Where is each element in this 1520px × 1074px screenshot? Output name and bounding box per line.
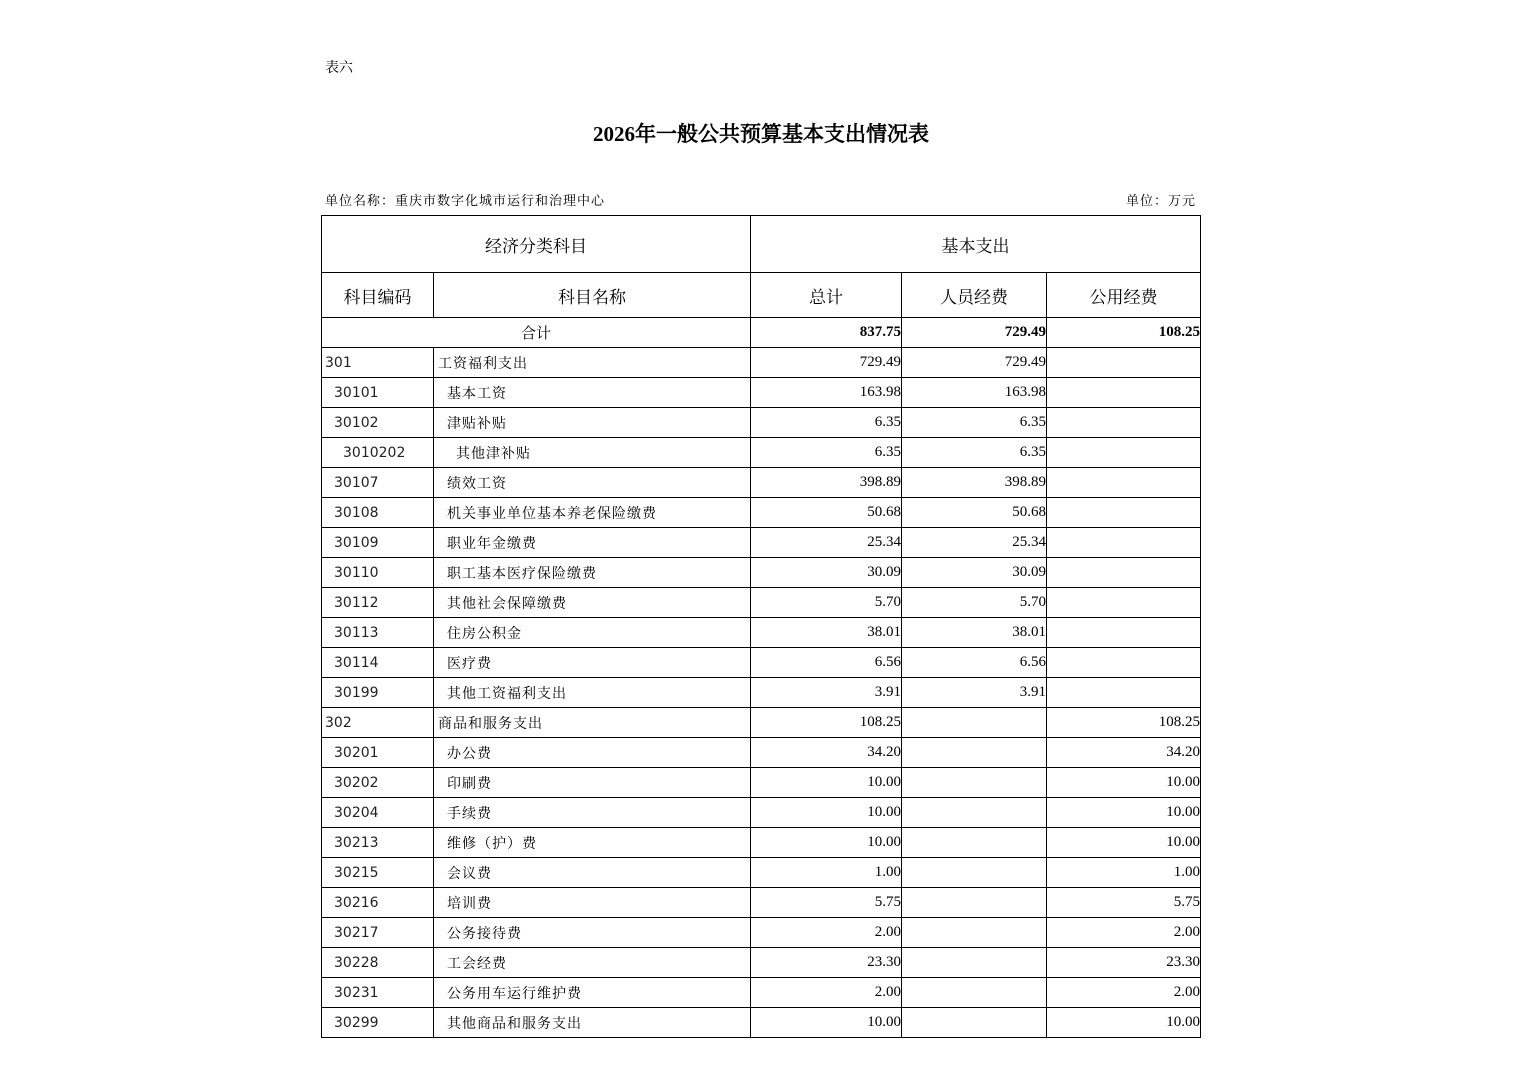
row-name: 工资福利支出 xyxy=(434,348,751,378)
row-total: 398.89 xyxy=(751,468,902,498)
row-total: 163.98 xyxy=(751,378,902,408)
row-personnel: 6.35 xyxy=(902,438,1047,468)
row-total: 3.91 xyxy=(751,678,902,708)
header-economic-classification: 经济分类科目 xyxy=(322,216,751,273)
row-personnel: 50.68 xyxy=(902,498,1047,528)
row-total: 6.35 xyxy=(751,408,902,438)
row-name: 工会经费 xyxy=(434,948,751,978)
row-code: 30101 xyxy=(322,378,434,408)
row-name: 商品和服务支出 xyxy=(434,708,751,738)
row-total: 10.00 xyxy=(751,828,902,858)
row-name: 基本工资 xyxy=(434,378,751,408)
row-public xyxy=(1047,528,1201,558)
header-row-columns xyxy=(322,273,1201,318)
row-personnel: 25.34 xyxy=(902,528,1047,558)
row-name: 机关事业单位基本养老保险缴费 xyxy=(434,498,751,528)
row-public: 10.00 xyxy=(1047,768,1201,798)
row-public: 23.30 xyxy=(1047,948,1201,978)
row-personnel xyxy=(902,918,1047,948)
table-row xyxy=(322,618,1201,648)
row-name: 维修（护）费 xyxy=(434,828,751,858)
table-row xyxy=(322,498,1201,528)
row-code: 30108 xyxy=(322,498,434,528)
row-public xyxy=(1047,378,1201,408)
row-personnel: 163.98 xyxy=(902,378,1047,408)
row-total: 10.00 xyxy=(751,1008,902,1038)
table-row xyxy=(322,888,1201,918)
row-personnel xyxy=(902,888,1047,918)
row-personnel xyxy=(902,798,1047,828)
table-row xyxy=(322,678,1201,708)
row-code: 30102 xyxy=(322,408,434,438)
header-public: 公用经费 xyxy=(1047,273,1201,318)
row-code: 302 xyxy=(322,708,434,738)
row-personnel: 6.56 xyxy=(902,648,1047,678)
row-code: 30201 xyxy=(322,738,434,768)
table-row xyxy=(322,408,1201,438)
row-personnel xyxy=(902,1008,1047,1038)
row-name: 职工基本医疗保险缴费 xyxy=(434,558,751,588)
row-total: 729.49 xyxy=(751,348,902,378)
summary-row xyxy=(322,318,1201,348)
row-total: 10.00 xyxy=(751,768,902,798)
row-public xyxy=(1047,678,1201,708)
table-row xyxy=(322,1008,1201,1038)
row-code: 30204 xyxy=(322,798,434,828)
summary-public: 108.25 xyxy=(1047,318,1201,348)
header-row-group xyxy=(322,216,1201,273)
row-name: 津贴补贴 xyxy=(434,408,751,438)
header-name: 科目名称 xyxy=(434,273,751,318)
row-code: 30110 xyxy=(322,558,434,588)
row-total: 23.30 xyxy=(751,948,902,978)
table-row xyxy=(322,648,1201,678)
row-personnel xyxy=(902,828,1047,858)
table-row xyxy=(322,528,1201,558)
table-row xyxy=(322,948,1201,978)
row-name: 培训费 xyxy=(434,888,751,918)
row-public: 34.20 xyxy=(1047,738,1201,768)
row-code: 30107 xyxy=(322,468,434,498)
row-name: 其他社会保障缴费 xyxy=(434,588,751,618)
row-code: 30228 xyxy=(322,948,434,978)
row-total: 1.00 xyxy=(751,858,902,888)
summary-total: 837.75 xyxy=(751,318,902,348)
table-label: 表六 xyxy=(325,60,353,76)
row-code: 301 xyxy=(322,348,434,378)
row-personnel xyxy=(902,768,1047,798)
row-personnel: 6.35 xyxy=(902,408,1047,438)
row-public xyxy=(1047,618,1201,648)
row-name: 办公费 xyxy=(434,738,751,768)
row-name: 会议费 xyxy=(434,858,751,888)
header-total: 总计 xyxy=(751,273,902,318)
row-total: 25.34 xyxy=(751,528,902,558)
row-public xyxy=(1047,468,1201,498)
row-name: 手续费 xyxy=(434,798,751,828)
row-public xyxy=(1047,498,1201,528)
row-personnel xyxy=(902,948,1047,978)
row-public xyxy=(1047,408,1201,438)
row-public xyxy=(1047,648,1201,678)
row-public: 10.00 xyxy=(1047,828,1201,858)
row-name: 医疗费 xyxy=(434,648,751,678)
row-personnel: 398.89 xyxy=(902,468,1047,498)
summary-personnel: 729.49 xyxy=(902,318,1047,348)
unit-name: 单位名称：重庆市数字化城市运行和治理中心 xyxy=(325,194,606,209)
table-row xyxy=(322,738,1201,768)
row-total: 2.00 xyxy=(751,918,902,948)
row-personnel: 5.70 xyxy=(902,588,1047,618)
row-public: 5.75 xyxy=(1047,888,1201,918)
row-total: 10.00 xyxy=(751,798,902,828)
row-personnel xyxy=(902,738,1047,768)
row-total: 50.68 xyxy=(751,498,902,528)
table-row xyxy=(322,918,1201,948)
row-code: 30213 xyxy=(322,828,434,858)
summary-label: 合计 xyxy=(322,318,751,348)
row-public: 1.00 xyxy=(1047,858,1201,888)
row-name: 职业年金缴费 xyxy=(434,528,751,558)
row-name: 公务接待费 xyxy=(434,918,751,948)
row-public xyxy=(1047,438,1201,468)
row-personnel: 3.91 xyxy=(902,678,1047,708)
row-code: 30231 xyxy=(322,978,434,1008)
row-code: 30114 xyxy=(322,648,434,678)
row-total: 2.00 xyxy=(751,978,902,1008)
table-row xyxy=(322,468,1201,498)
row-code: 30112 xyxy=(322,588,434,618)
table-row xyxy=(322,828,1201,858)
table-row xyxy=(322,978,1201,1008)
row-total: 34.20 xyxy=(751,738,902,768)
row-name: 公务用车运行维护费 xyxy=(434,978,751,1008)
row-name: 印刷费 xyxy=(434,768,751,798)
row-name: 其他商品和服务支出 xyxy=(434,1008,751,1038)
row-total: 5.70 xyxy=(751,588,902,618)
row-total: 30.09 xyxy=(751,558,902,588)
row-total: 108.25 xyxy=(751,708,902,738)
header-code: 科目编码 xyxy=(322,273,434,318)
header-basic-expenditure: 基本支出 xyxy=(751,216,1201,273)
row-total: 38.01 xyxy=(751,618,902,648)
row-name: 其他工资福利支出 xyxy=(434,678,751,708)
table-row xyxy=(322,798,1201,828)
row-total: 6.56 xyxy=(751,648,902,678)
table-row xyxy=(322,858,1201,888)
row-public xyxy=(1047,348,1201,378)
row-personnel: 729.49 xyxy=(902,348,1047,378)
table-row xyxy=(322,438,1201,468)
row-personnel xyxy=(902,858,1047,888)
row-public: 10.00 xyxy=(1047,798,1201,828)
table-row xyxy=(322,558,1201,588)
row-name: 住房公积金 xyxy=(434,618,751,648)
row-code: 30109 xyxy=(322,528,434,558)
row-total: 5.75 xyxy=(751,888,902,918)
row-code: 30199 xyxy=(322,678,434,708)
row-public xyxy=(1047,558,1201,588)
row-public: 2.00 xyxy=(1047,978,1201,1008)
row-personnel xyxy=(902,708,1047,738)
budget-table xyxy=(321,215,1201,1038)
row-public: 108.25 xyxy=(1047,708,1201,738)
row-name: 绩效工资 xyxy=(434,468,751,498)
row-personnel xyxy=(902,978,1047,1008)
unit-label: 单位：万元 xyxy=(1125,194,1196,209)
table-row xyxy=(322,588,1201,618)
table-row xyxy=(322,708,1201,738)
row-public xyxy=(1047,588,1201,618)
row-code: 3010202 xyxy=(322,438,434,468)
row-code: 30215 xyxy=(322,858,434,888)
row-code: 30202 xyxy=(322,768,434,798)
row-total: 6.35 xyxy=(751,438,902,468)
table-row xyxy=(322,348,1201,378)
table-row xyxy=(322,378,1201,408)
row-name: 其他津补贴 xyxy=(434,438,751,468)
table-row xyxy=(322,768,1201,798)
row-personnel: 30.09 xyxy=(902,558,1047,588)
row-code: 30217 xyxy=(322,918,434,948)
document-title: 2026年一般公共预算基本支出情况表 xyxy=(593,122,929,146)
row-public: 10.00 xyxy=(1047,1008,1201,1038)
row-code: 30299 xyxy=(322,1008,434,1038)
row-code: 30216 xyxy=(322,888,434,918)
row-code: 30113 xyxy=(322,618,434,648)
header-personnel: 人员经费 xyxy=(902,273,1047,318)
row-personnel: 38.01 xyxy=(902,618,1047,648)
row-public: 2.00 xyxy=(1047,918,1201,948)
